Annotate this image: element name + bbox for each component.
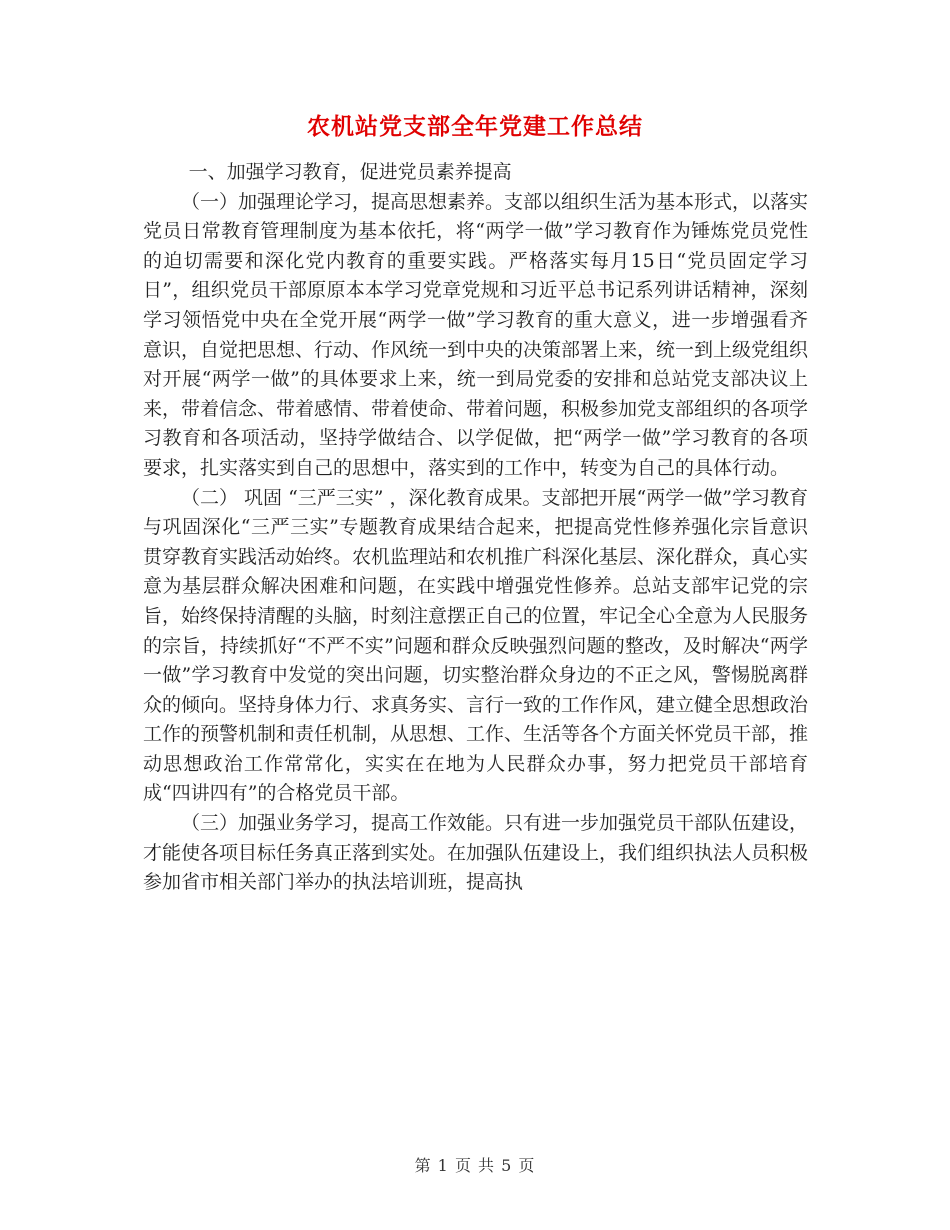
page-number-footer: 第 1 页 共 5 页 [414, 1156, 536, 1175]
document-title: 农机站党支部全年党建工作总结 [307, 113, 643, 140]
paragraph-1: （一）加强理论学习，提高思想素养。支部以组织生活为基本形式，以落实党员日常教育管理制度为基本依托，将“两学一做”学习教育作为锤炼党员党性的迫切需要和深化党内教育的重要实践。严格落实每月15日“党员固定学习日”，组织党员干部原原本本学习党章党规和习近平总书记系列讲话精神，深刻学习领悟党中央在全党开展“两学一做”学习教育的重大意义，进一步增强看齐意识，自觉把思想、行动、作风统一到中央的决策部署上来，统一到上级党组织对开展“两学一做”的具体要求上来，统一到局党委的安排和总站党支部决议上来，带着信念、带着感情、带着使命、带着问题，积极参加党支部组织的各项学习教育和各项活动，坚持学做结合、以学促做，把“两学一做”学习教育的各项要求，扎实落实到自己的思想中，落实到的工作中，转变为自己的具体行动。 [143, 190, 809, 479]
section-heading: 一、加强学习教育，促进党员素养提高 [188, 161, 512, 183]
paragraph-3: （三）加强业务学习，提高工作效能。只有进一步加强党员干部队伍建设，才能使各项目标任务真正落到实处。在加强队伍建设上，我们组织执法人员积极参加省市相关部门举办的执法培训班，提高执 [143, 812, 809, 894]
paragraph-2: （二） 巩固 “三严三实” ，深化教育成果。支部把开展“两学一做”学习教育与巩固深化“三严三实”专题教育成果结合起来，把提高党性修养强化宗旨意识贯穿教育实践活动始终。农机监理站和农机推广科深化基层、深化群众，真心实意为基层群众解决困难和问题，在实践中增强党性修养。总站支部牢记党的宗旨，始终保持清醒的头脑，时刻注意摆正自己的位置，牢记全心全意为人民服务的宗旨，持续抓好“不严不实”问题和群众反映强烈问题的整改，及时解决“两学一做”学习教育中发觉的突出问题，切实整治群众身边的不正之风，警惕脱离群众的倾向。坚持身体力行、求真务实、言行一致的工作作风，建立健全思想政治工作的预警机制和责任机制，从思想、工作、生活等各个方面关怀党员干部，推动思想政治工作常常化，实实在在地为人民群众办事，努力把党员干部培育成“四讲四有”的合格党员干部。 [143, 486, 809, 805]
document-body [143, 158, 808, 898]
